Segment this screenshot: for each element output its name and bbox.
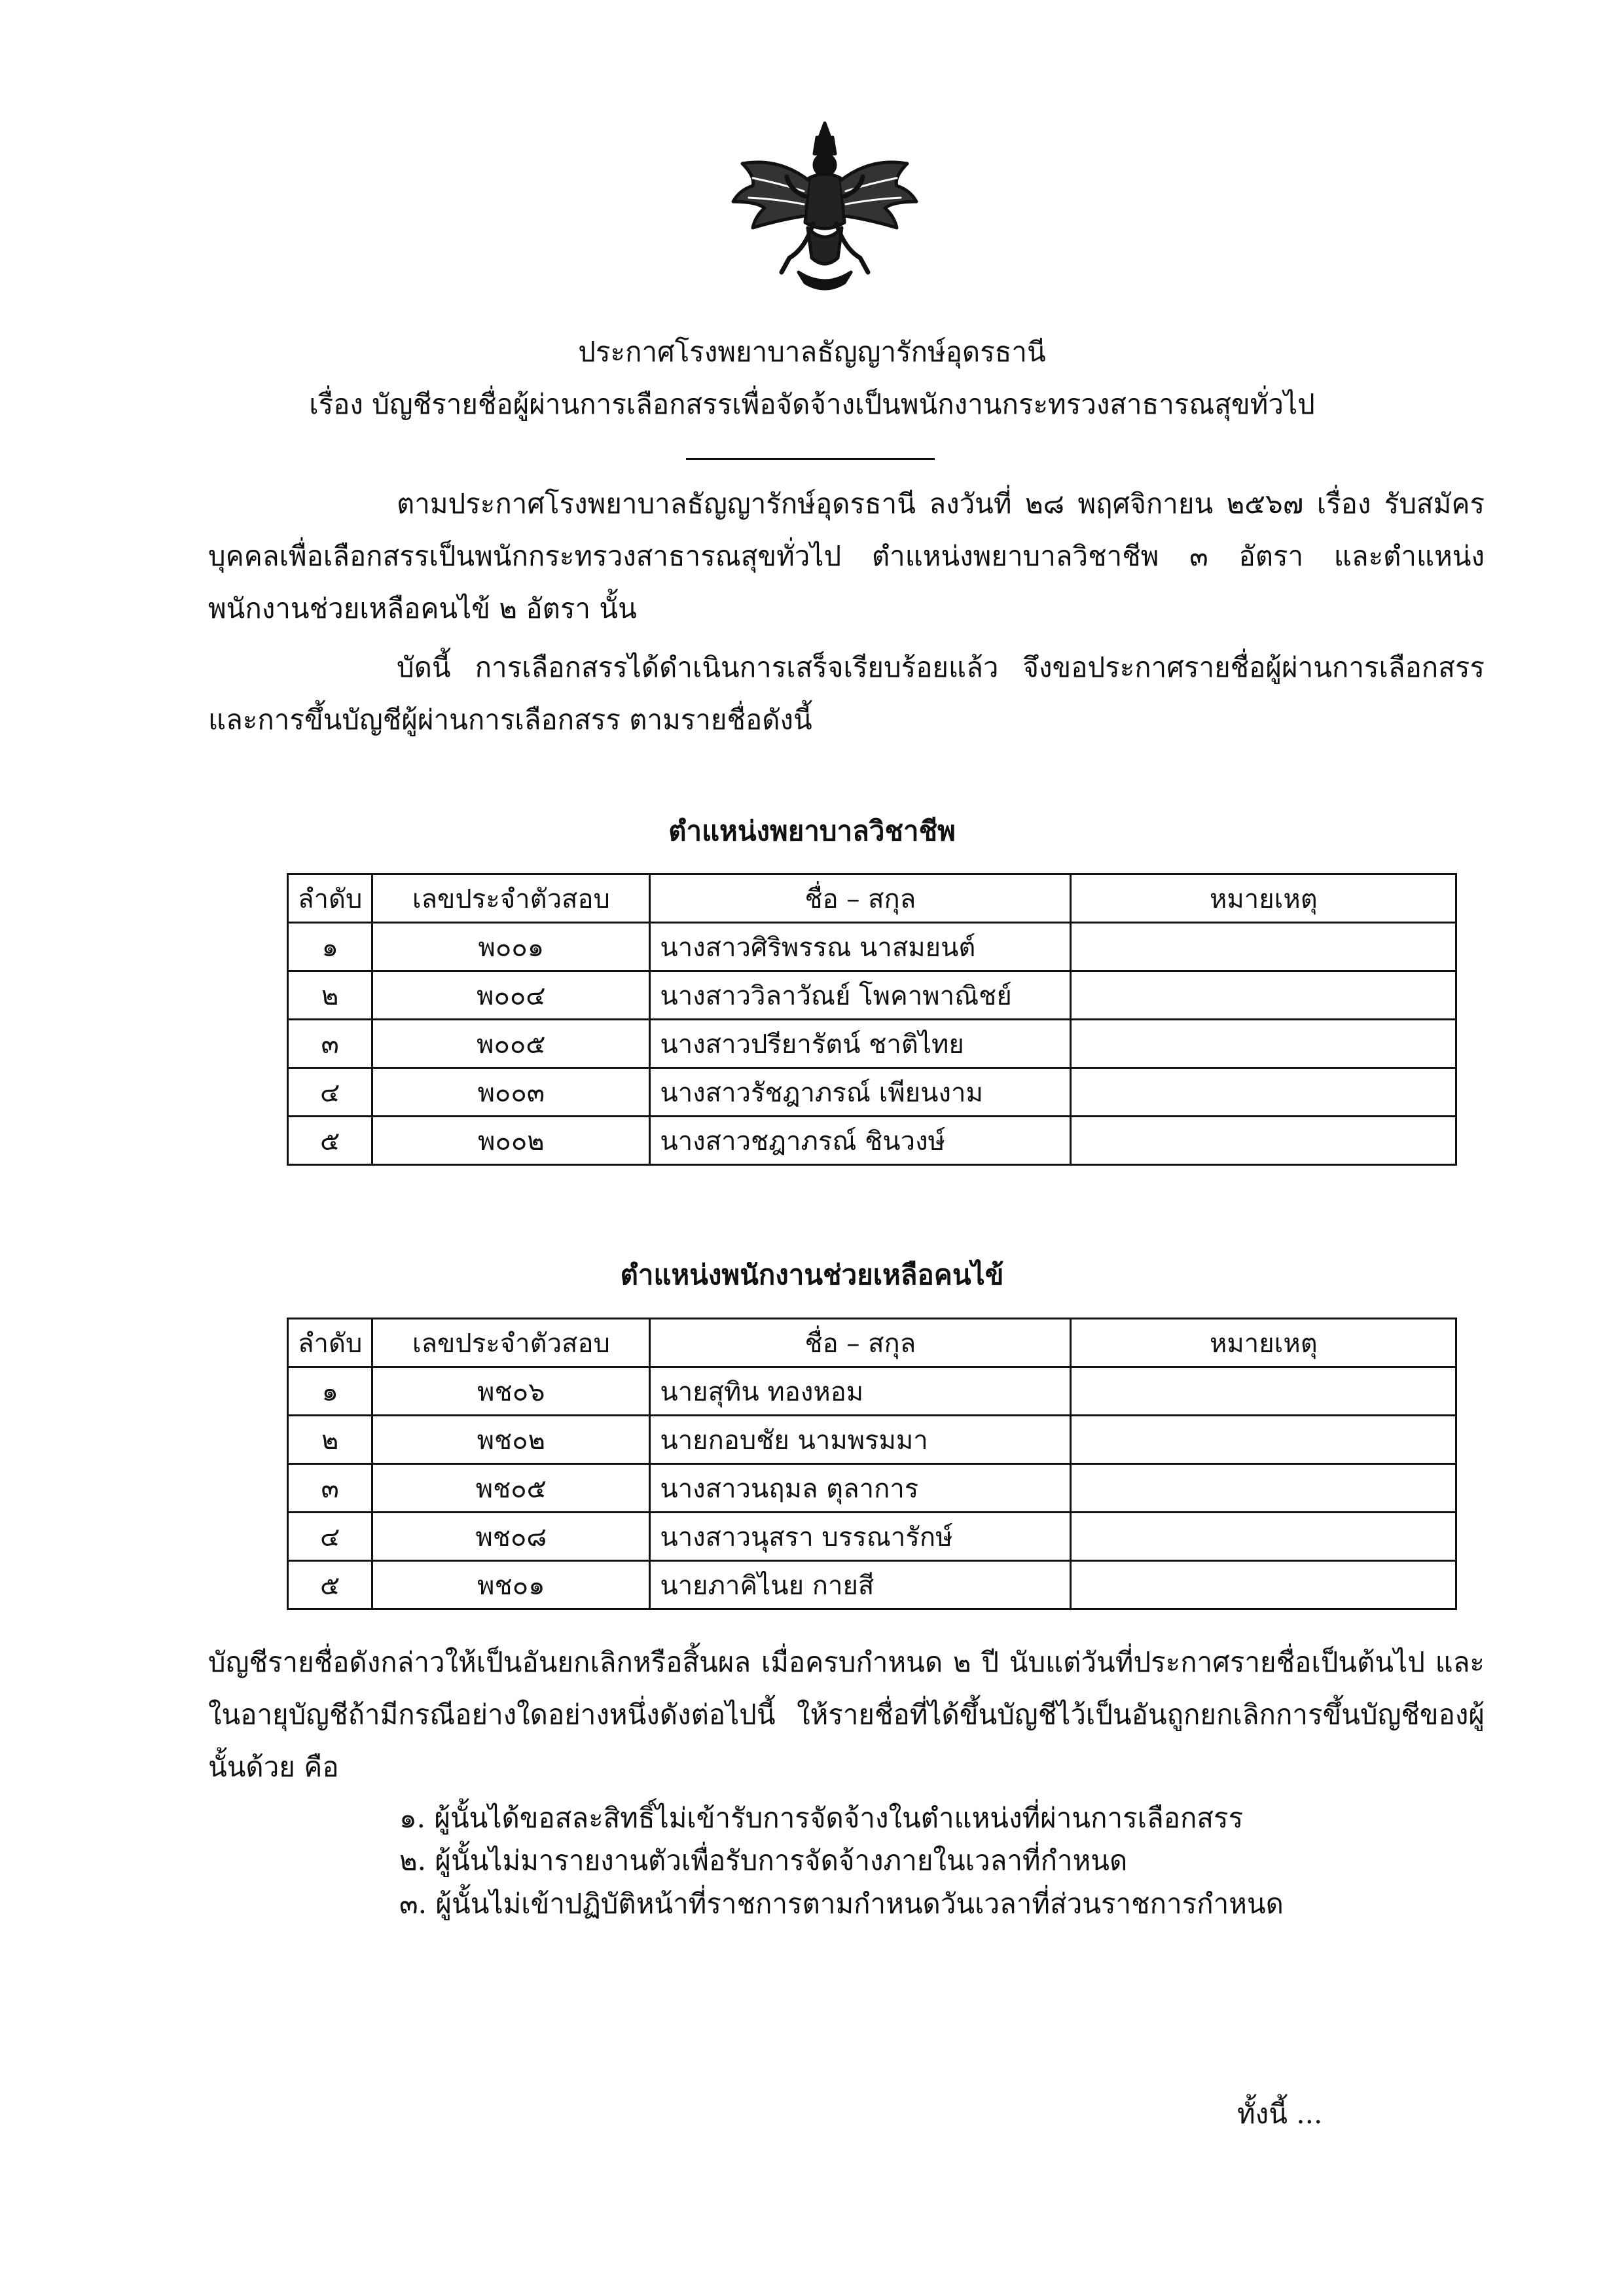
cell-exam-id: พ๐๐๑ (372, 923, 650, 971)
col-header-no: ลำดับ (288, 1319, 372, 1367)
table-header-row (288, 874, 1456, 923)
announcement-paragraph (208, 641, 1485, 746)
intro-paragraph (208, 478, 1485, 635)
cell-note (1071, 1561, 1456, 1609)
table-row (288, 1367, 1456, 1416)
col-header-exam-id: เลขประจำตัวสอบ (372, 1319, 650, 1367)
cell-note (1071, 971, 1456, 1020)
section-title-patient-aide: ตำแหน่งพนักงานช่วยเหลือคนไข้ (620, 1259, 1004, 1291)
cell-name: นายสุทิน ทองหอม (650, 1367, 1071, 1416)
table-row (288, 1020, 1456, 1068)
table-row (288, 971, 1456, 1020)
cell-note (1071, 1513, 1456, 1561)
cell-no: ๔ (288, 1068, 372, 1117)
condition-item: ๒. ผู้นั้นไม่มารายงานตัวเพื่อรับการจัดจ้างภายในเวลาที่กำหนด (399, 1844, 1128, 1876)
cell-no: ๔ (288, 1513, 372, 1561)
cell-note (1071, 1020, 1456, 1068)
cell-note (1071, 923, 1456, 971)
cell-name: นางสาวศิริพรรณ นาสมยนต์ (650, 923, 1071, 971)
cell-note (1071, 1117, 1456, 1165)
cell-exam-id: พช๐๒ (372, 1416, 650, 1464)
continued-marker: ทั้งนี้ ... (1237, 2098, 1323, 2130)
cell-no: ๑ (288, 1367, 372, 1416)
cell-name: นางสาววิลาวัณย์ โพคาพาณิชย์ (650, 971, 1071, 1020)
validity-paragraph: บัญชีรายชื่อดังกล่าวให้เป็นอันยกเลิกหรือสิ้นผล เมื่อครบกำหนด ๒ ปี นับแต่วันที่ประกาศรายชื่อเป็นต้นไป และในอายุบัญชีถ้ามีกรณีอย่างใดอย่างหนึ่งดังต่อไปนี้ ให้รายชื่อที่ได้ขึ้นบัญชีไว้เป็นอันถูกยกเลิกการขึ้นบัญชีของผู้นั้นด้วย คือ (208, 1646, 1485, 1783)
col-header-exam-id: เลขประจำตัวสอบ (372, 874, 650, 923)
cell-exam-id: พ๐๐๓ (372, 1068, 650, 1117)
col-header-note: หมายเหตุ (1071, 1319, 1456, 1367)
garuda-emblem-icon (727, 118, 923, 296)
cell-no: ๕ (288, 1561, 372, 1609)
cell-name: นางสาวชฎาภรณ์ ชินวงษ์ (650, 1117, 1071, 1165)
cell-no: ๕ (288, 1117, 372, 1165)
col-header-name: ชื่อ – สกุล (650, 1319, 1071, 1367)
section-title-nurse: ตำแหน่งพยาบาลวิชาชีพ (668, 815, 956, 847)
title-divider (686, 458, 935, 460)
table-row (288, 1561, 1456, 1609)
cell-name: นายภาคิไนย กายสี (650, 1561, 1071, 1609)
nurse-table (287, 873, 1457, 1166)
announcement-paragraph-text: บัดนี้ การเลือกสรรได้ดำเนินการเสร็จเรียบร้อยแล้ว จึงขอประกาศรายชื่อผู้ผ่านการเลือกสรร และการขึ้นบัญชีผู้ผ่านการเลือกสรร ตามรายชื่อดังนี้ (208, 651, 1485, 736)
cell-name: นายกอบชัย นามพรมมา (650, 1416, 1071, 1464)
cell-name: นางสาวปรียารัตน์ ชาติไทย (650, 1020, 1071, 1068)
patient-aide-table (287, 1318, 1457, 1610)
col-header-note: หมายเหตุ (1071, 874, 1456, 923)
cell-exam-id: พช๐๖ (372, 1367, 650, 1416)
cell-no: ๒ (288, 971, 372, 1020)
intro-paragraph-text: ตามประกาศโรงพยาบาลธัญญารักษ์อุดรธานี ลงวันที่ ๒๘ พฤศจิกายน ๒๕๖๗ เรื่อง รับสมัครบุคคลเพื่อเลือกสรรเป็นพนักกระทรวงสาธารณสุขทั่วไป ตำแหน่งพยาบาลวิชาชีพ ๓ อัตรา และตำแหน่งพนักงานช่วยเหลือคนไข้ ๒ อัตรา นั้น (208, 488, 1485, 624)
cell-exam-id: พช๐๕ (372, 1464, 650, 1513)
cell-note (1071, 1367, 1456, 1416)
table-row (288, 1513, 1456, 1561)
cell-name: นางสาวนุสรา บรรณารักษ์ (650, 1513, 1071, 1561)
cell-no: ๒ (288, 1416, 372, 1464)
table-row (288, 1464, 1456, 1513)
cell-note (1071, 1464, 1456, 1513)
table-row (288, 1416, 1456, 1464)
cell-note (1071, 1416, 1456, 1464)
cell-no: ๓ (288, 1020, 372, 1068)
col-header-no: ลำดับ (288, 874, 372, 923)
col-header-name: ชื่อ – สกุล (650, 874, 1071, 923)
table-header-row (288, 1319, 1456, 1367)
table-row (288, 1068, 1456, 1117)
cell-name: นางสาวรัชฎาภรณ์ เพียนงาม (650, 1068, 1071, 1117)
condition-item: ๓. ผู้นั้นไม่เข้าปฏิบัติหน้าที่ราชการตามกำหนดวันเวลาที่ส่วนราชการกำหนด (399, 1888, 1284, 1920)
cell-name: นางสาวนฤมล ตุลาการ (650, 1464, 1071, 1513)
cell-exam-id: พช๐๘ (372, 1513, 650, 1561)
condition-item: ๑. ผู้นั้นได้ขอสละสิทธิ์ไม่เข้ารับการจัดจ้างในตำแหน่งที่ผ่านการเลือกสรร (399, 1802, 1244, 1834)
cell-exam-id: พช๐๑ (372, 1561, 650, 1609)
cell-exam-id: พ๐๐๒ (372, 1117, 650, 1165)
announcement-subject: เรื่อง บัญชีรายชื่อผู้ผ่านการเลือกสรรเพื่อจัดจ้างเป็นพนักงานกระทรวงสาธารณสุขทั่วไป (309, 388, 1315, 420)
announcement-title: ประกาศโรงพยาบาลธัญญารักษ์อุดรธานี (578, 336, 1046, 368)
cell-no: ๑ (288, 923, 372, 971)
cell-note (1071, 1068, 1456, 1117)
cell-no: ๓ (288, 1464, 372, 1513)
cell-exam-id: พ๐๐๔ (372, 971, 650, 1020)
cell-exam-id: พ๐๐๕ (372, 1020, 650, 1068)
table-row (288, 1117, 1456, 1165)
table-row (288, 923, 1456, 971)
